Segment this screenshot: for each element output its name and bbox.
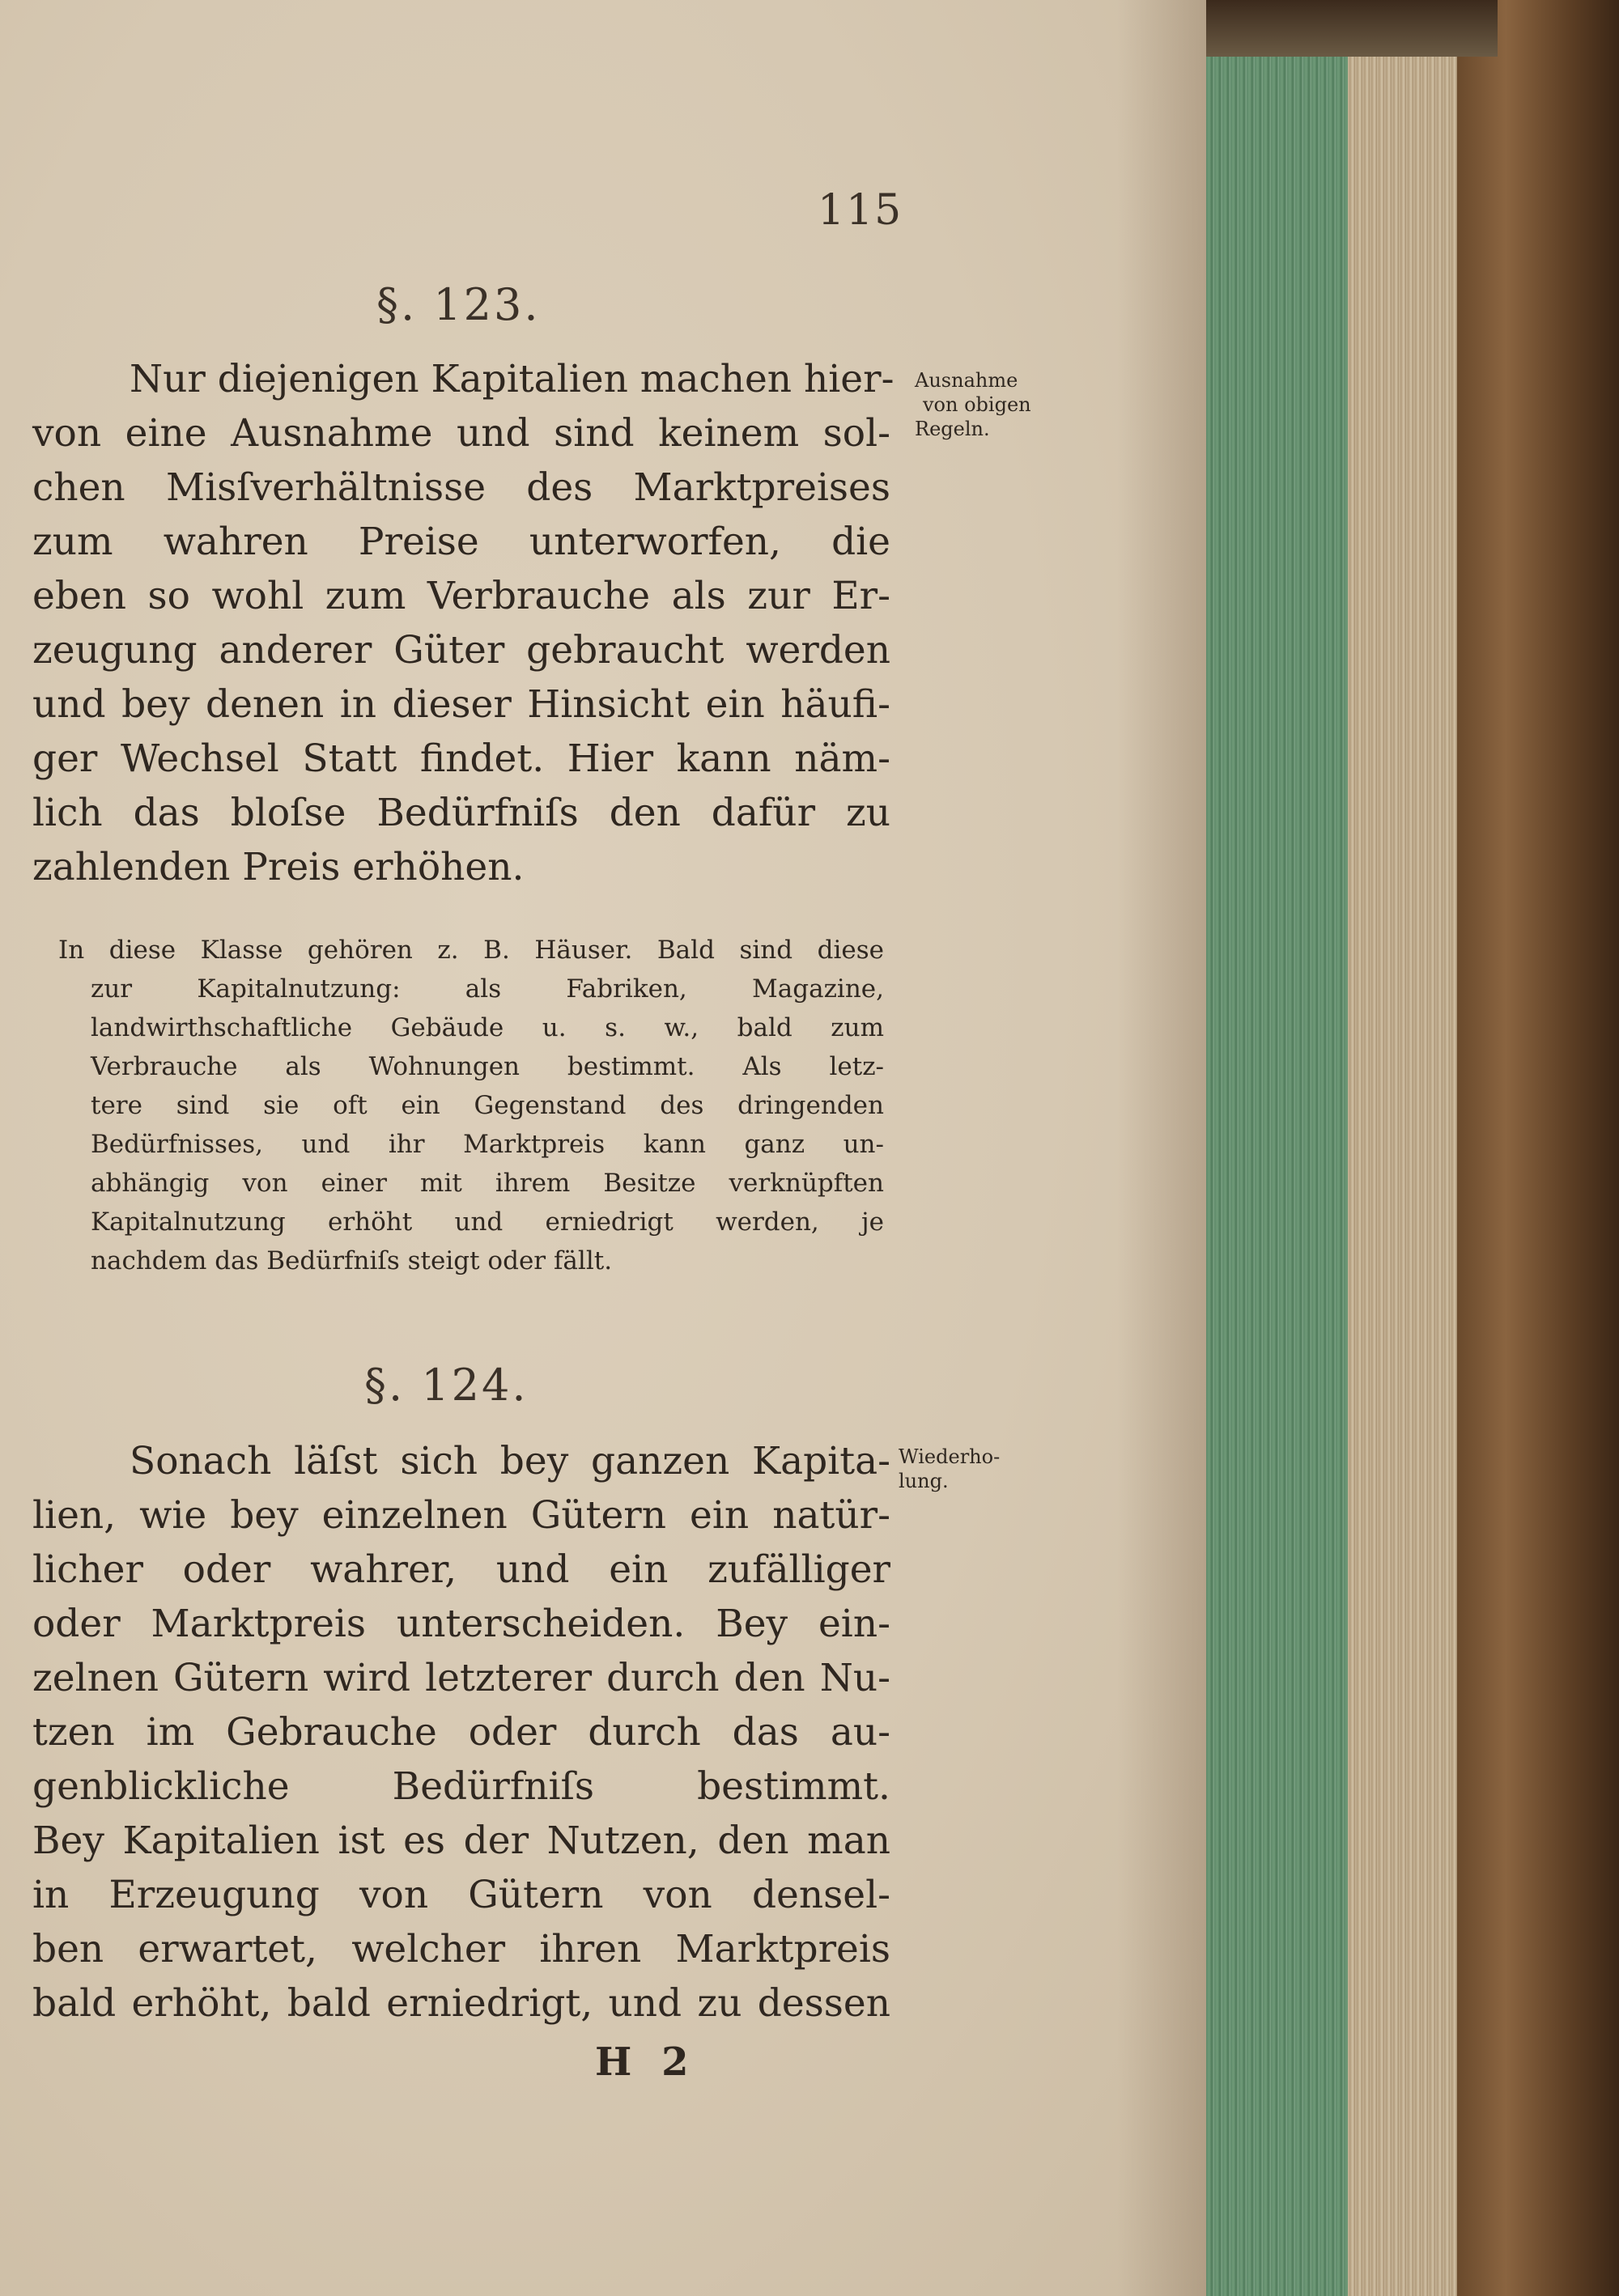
text-line: zahlenden Preis erhöhen. [32, 845, 525, 889]
text-line: chen Misſverhältnisse des Marktpreises [32, 465, 890, 510]
text-line: zum wahren Preise unterworfen, die [32, 520, 890, 564]
text-line: tzen im Gebrauche oder durch das au- [32, 1710, 890, 1755]
margin-note-123: Ausnahme von obigen Regeln. [915, 369, 1031, 440]
page-edges-paper [1348, 24, 1457, 2296]
note-line: tere sind sie oft ein Gegenstand des dringenden [91, 1091, 884, 1120]
text-line: bald erhöht, bald erniedrigt, und zu dessen [32, 1981, 890, 2026]
text-line: zeugung anderer Güter gebraucht werden [32, 628, 890, 673]
note-line: In diese Klasse gehören z. B. Häuser. Bald sind diese [58, 936, 884, 965]
text-line: Nur diejenigen Kapitalien machen hier- [130, 357, 894, 401]
book-top-edge [1206, 0, 1498, 57]
note-line: zur Kapitalnutzung: als Fabriken, Magazine, [91, 974, 884, 1004]
text-line: von eine Ausnahme und sind keinem sol- [32, 411, 890, 456]
text-line: licher oder wahrer, und ein zufälliger [32, 1547, 890, 1592]
section-123-note [58, 931, 884, 1280]
note-line: Verbrauche als Wohnungen bestimmt. Als letz- [91, 1052, 884, 1081]
text-line: oder Marktpreis unterscheiden. Bey ein- [32, 1602, 890, 1646]
signature-mark: H 2 [595, 2039, 697, 2085]
note-line: abhängig von einer mit ihrem Besitze verknüpften [91, 1169, 884, 1198]
page-gutter-shadow [1117, 0, 1214, 2296]
note-line: landwirthschaftliche Gebäude u. s. w., bald zum [91, 1013, 884, 1042]
note-line: Kapitalnutzung erhöht und erniedrigt werden, je [91, 1207, 884, 1237]
note-line: nachdem das Bedürfniſs steigt oder fällt. [91, 1246, 613, 1275]
page-edges-green [1206, 49, 1348, 2296]
section-123-paragraph [32, 352, 894, 894]
text-line: ben erwartet, welcher ihren Marktpreis [32, 1927, 890, 1971]
text-line: Bey Kapitalien ist es der Nutzen, den man [32, 1819, 890, 1863]
margin-note-124: Wiederho- lung. [899, 1445, 1001, 1492]
text-line: Sonach läſst sich bey ganzen Kapita- [130, 1439, 890, 1483]
text-line: und bey denen in dieser Hinsicht ein häufi- [32, 682, 890, 727]
text-line: genblickliche Bedürfniſs bestimmt. [32, 1764, 890, 1809]
text-line: ger Wechsel Statt findet. Hier kann näm- [32, 736, 890, 781]
text-line: eben so wohl zum Verbrauche als zur Er- [32, 574, 890, 618]
section-123-title: §. 123. [376, 279, 541, 330]
text-line: zelnen Gütern wird letzterer durch den Nu- [32, 1656, 890, 1700]
section-124-title: §. 124. [364, 1360, 529, 1411]
text-line: in Erzeugung von Gütern von densel- [32, 1873, 890, 1917]
text-line: lien, wie bey einzelnen Gütern ein natür- [32, 1493, 890, 1538]
book-cover-edge [1457, 0, 1619, 2296]
note-line: Bedürfnisses, und ihr Marktpreis kann ganz un- [91, 1130, 884, 1159]
text-line: lich das bloſse Bedürfniſs den dafür zu [32, 791, 890, 835]
section-124-paragraph [32, 1434, 890, 2031]
page-number: 115 [818, 186, 903, 235]
